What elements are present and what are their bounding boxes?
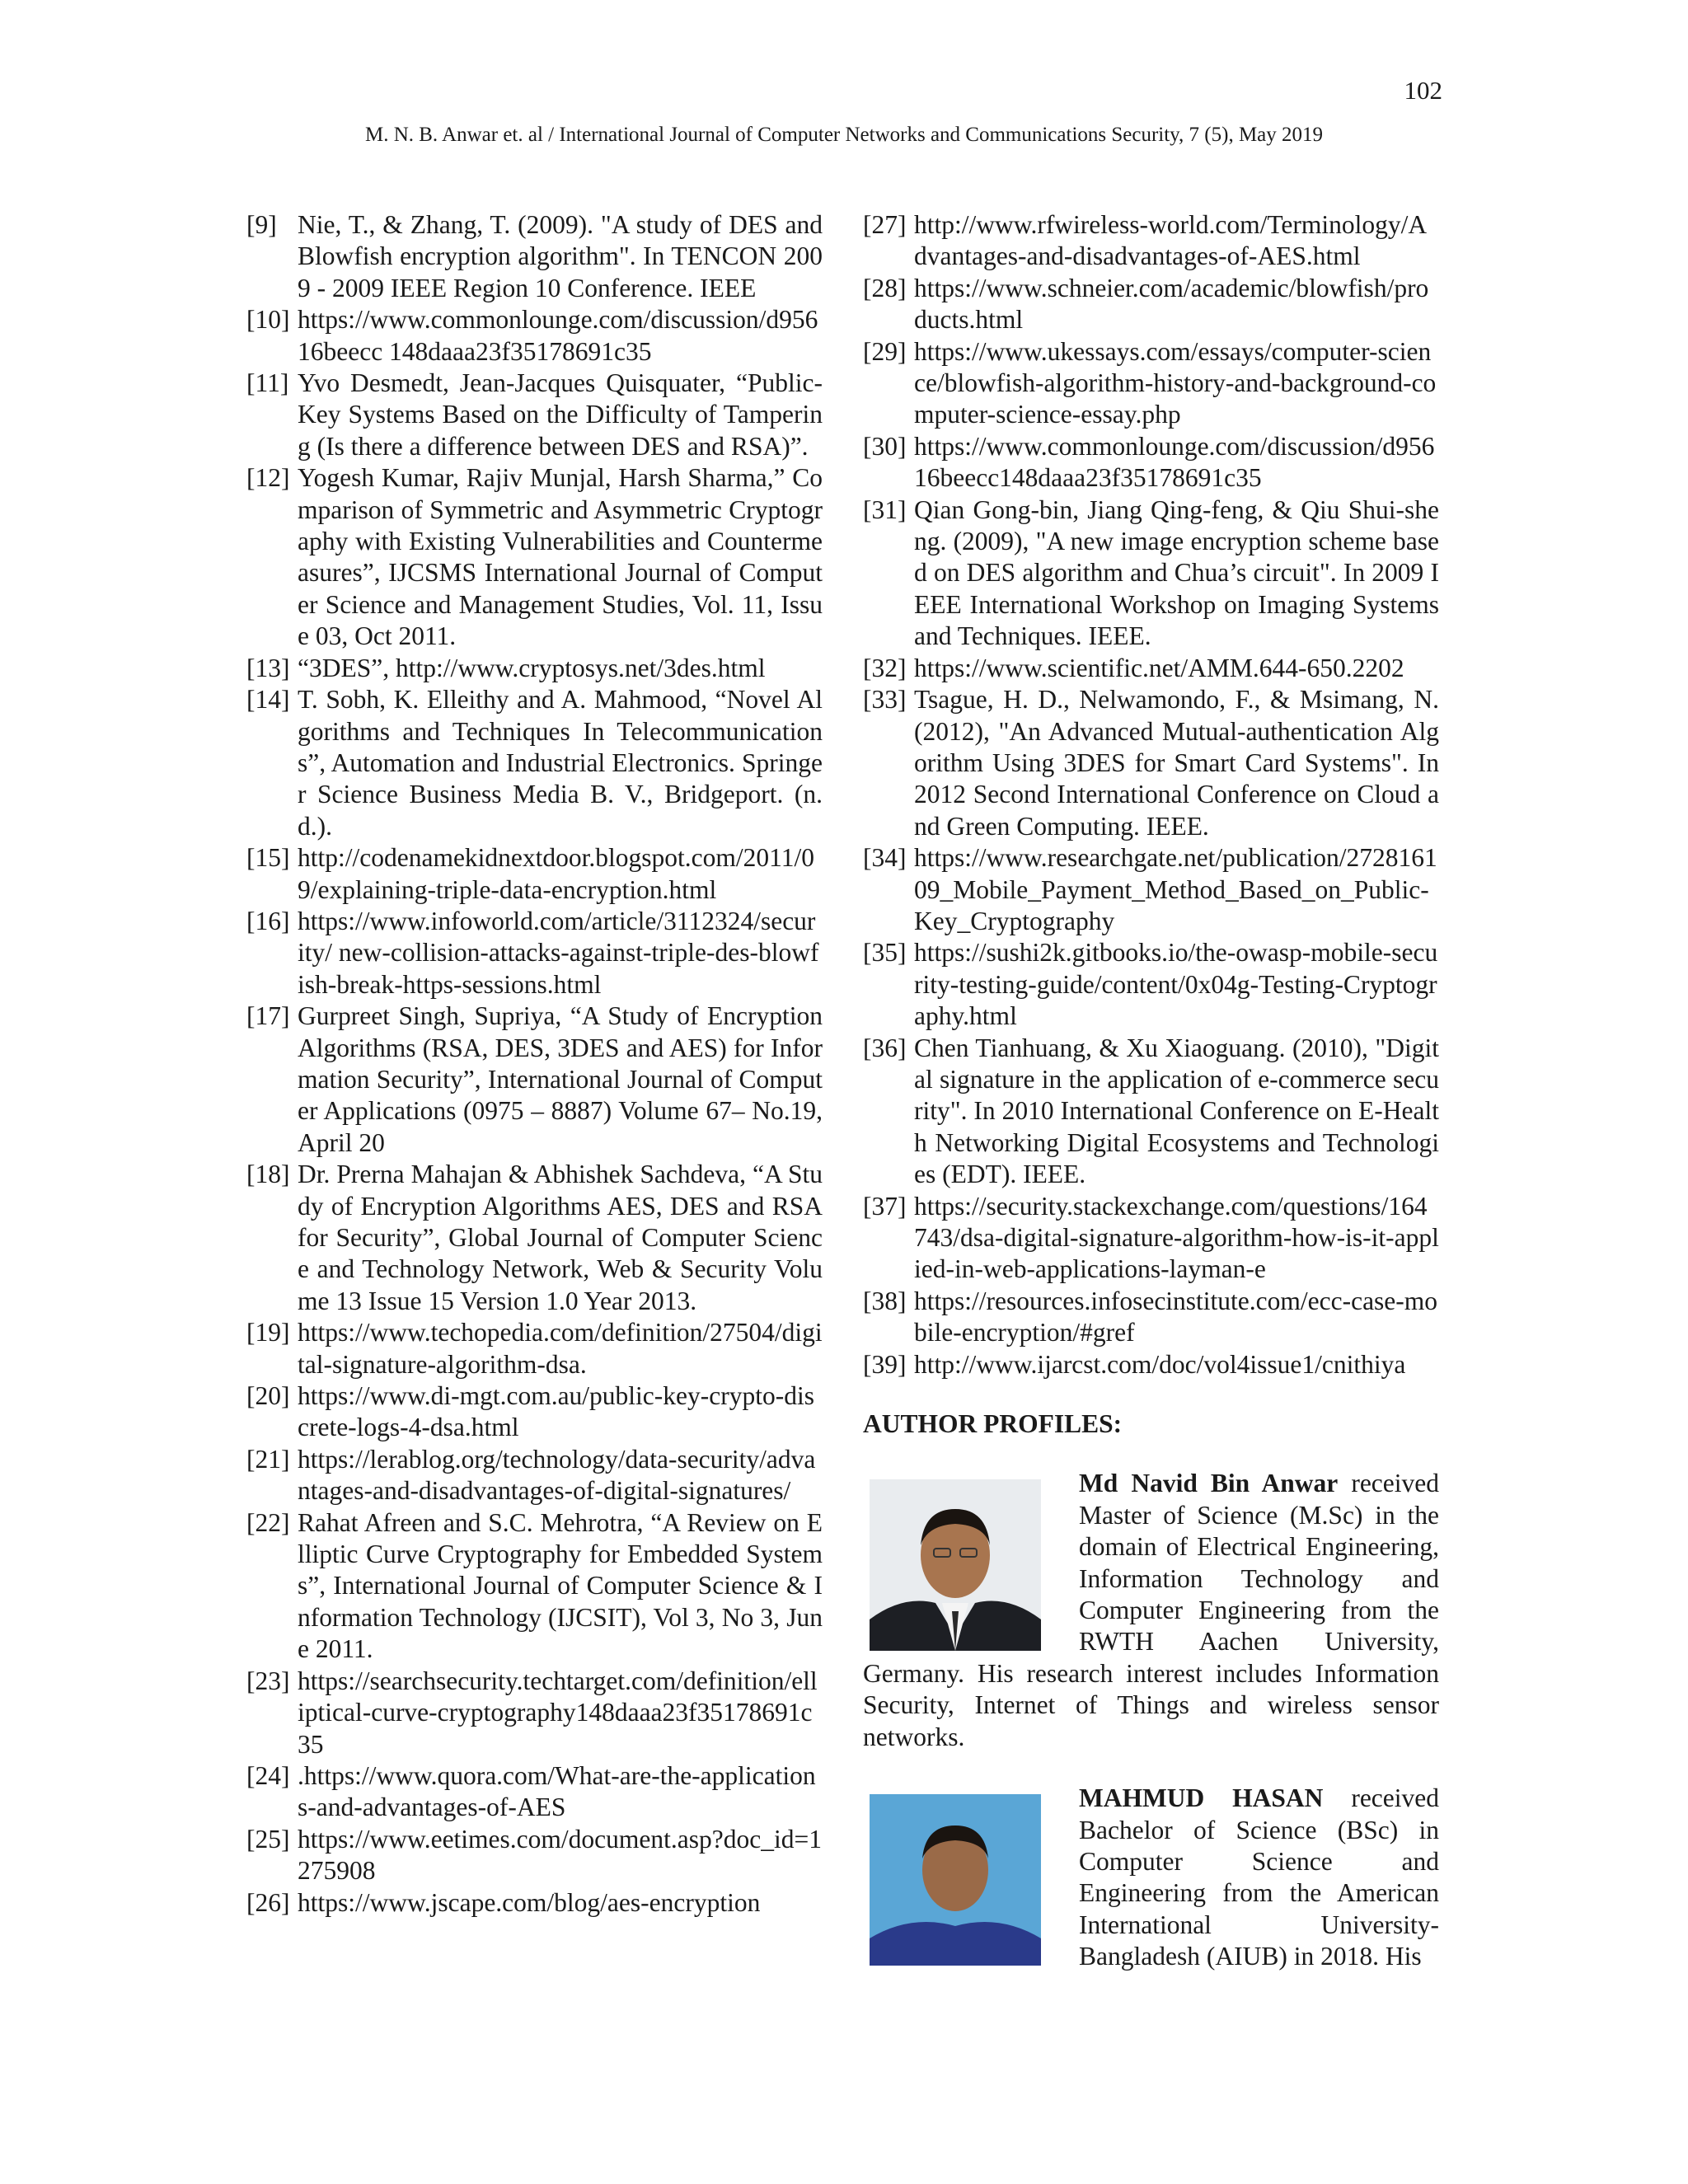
reference-text[interactable]: https://www.infoworld.com/article/3112324/security/ new-collision-attacks-against-triple-des-blowfish-break-https-sessions.html — [298, 906, 819, 999]
reference-number: [39] — [863, 1349, 907, 1379]
reference-text[interactable]: https://www.di-mgt.com.au/public-key-crypto-discrete-logs-4-dsa.html — [298, 1381, 814, 1442]
reference-number: [18] — [246, 1160, 290, 1189]
reference-number: [25] — [246, 1824, 290, 1854]
author-photo — [870, 1794, 1041, 1966]
reference-entry — [863, 273, 1439, 336]
reference-text[interactable]: https://searchsecurity.techtarget.com/definition/elliptical-curve-cryptography148daaa23f35178691c35 — [298, 1666, 818, 1759]
reference-text[interactable]: http://www.ijarcst.com/doc/vol4issue1/cnithiya — [914, 1349, 1406, 1379]
reference-number: [34] — [863, 843, 907, 873]
reference-entry — [246, 1666, 823, 1760]
reference-entry — [863, 336, 1439, 431]
reference-text: Dr. Prerna Mahajan & Abhishek Sachdeva, “A Study of Encryption Algorithms AES, DES and RSA for Security”, Global Journal of Computer Science and Technology Network, Web & Security Volume 13 Issue 15 Version 1.0 Year 2013. — [298, 1160, 823, 1315]
reference-text[interactable]: https://lerablog.org/technology/data-security/advantages-and-disadvantages-of-digital-signatures/ — [298, 1444, 816, 1506]
reference-number: [27] — [863, 210, 907, 239]
reference-text[interactable]: https://www.jscape.com/blog/aes-encryption — [298, 1887, 761, 1917]
reference-entry — [863, 431, 1439, 494]
reference-text[interactable]: .https://www.quora.com/What-are-the-applications-and-advantages-of-AES — [298, 1760, 816, 1822]
reference-number: [30] — [863, 431, 907, 461]
reference-text[interactable]: https://www.schneier.com/academic/blowfish/products.html — [914, 273, 1429, 335]
reference-entry — [246, 1444, 823, 1507]
reference-number: [29] — [863, 336, 907, 366]
reference-entry — [246, 653, 823, 684]
reference-entry — [246, 462, 823, 652]
reference-text: Gurpreet Singh, Supriya, “A Study of Encryption Algorithms (RSA, DES, 3DES and AES) for Information Security”, International Journal of Computer Applications (0975 – 8887) Volume 67– No.19, April 20 — [298, 1001, 823, 1157]
reference-entry — [863, 494, 1439, 653]
reference-text[interactable]: https://www.scientific.net/AMM.644-650.2202 — [914, 653, 1404, 682]
reference-entry — [246, 1159, 823, 1317]
reference-text: Yogesh Kumar, Rajiv Munjal, Harsh Sharma,” Comparison of Symmetric and Asymmetric Cryptography with Existing Vulnerabilities and Countermeasures”, IJCSMS International Journal of Computer Science and Management Studies, Vol. 11, Issue 03, Oct 2011. — [298, 463, 823, 651]
reference-text[interactable]: https://security.stackexchange.com/questions/164743/dsa-digital-signature-algorithm-how-is-it-applied-in-web-applications-layman-e — [914, 1191, 1439, 1284]
reference-text[interactable]: http://www.rfwireless-world.com/Terminology/Advantages-and-disadvantages-of-AES.html — [914, 210, 1428, 271]
reference-entry — [246, 1001, 823, 1159]
running-header: M. N. B. Anwar et. al / International Journal of Computer Networks and Communications Security, 7 (5), May 2019 — [364, 124, 1324, 146]
reference-entry — [246, 684, 823, 842]
reference-text[interactable]: https://www.ukessays.com/essays/computer-science/blowfish-algorithm-history-and-background-computer-science-essay.php — [914, 336, 1437, 429]
reference-text: Rahat Afreen and S.C. Mehrotra, “A Review on Elliptic Curve Cryptography for Embedded Systems”, International Journal of Computer Science & Information Technology (IJCSIT), Vol 3, No 3, June 2011. — [298, 1507, 823, 1664]
reference-number: [14] — [246, 685, 290, 715]
author-name: MAHMUD HASAN — [1079, 1783, 1324, 1813]
reference-number: [28] — [863, 273, 907, 302]
reference-entry — [863, 842, 1439, 937]
reference-entry — [246, 1317, 823, 1380]
reference-number: [37] — [863, 1191, 907, 1221]
author-profiles-heading: AUTHOR PROFILES: — [863, 1409, 1123, 1439]
reference-entry — [246, 368, 823, 462]
reference-entry — [246, 209, 823, 304]
reference-entry — [246, 1380, 823, 1444]
author-portrait-icon — [870, 1794, 1041, 1966]
reference-entry — [863, 209, 1439, 273]
author-name: Md Navid Bin Anwar — [1079, 1469, 1339, 1498]
references-left-column — [246, 209, 823, 1919]
reference-number: [12] — [246, 463, 290, 493]
references-right-column — [863, 209, 1439, 2003]
reference-number: [21] — [246, 1444, 290, 1474]
reference-entry — [246, 1887, 823, 1919]
reference-number: [15] — [246, 843, 290, 873]
reference-number: [33] — [863, 685, 907, 715]
reference-entry — [246, 906, 823, 1001]
reference-text[interactable]: https://www.eetimes.com/document.asp?doc_id=1275908 — [298, 1824, 822, 1886]
reference-text: Tsague, H. D., Nelwamondo, F., & Msimang, N. (2012), "An Advanced Mutual-authentication Algorithm Using 3DES for Smart Card Systems". In 2012 Second International Conference on Cloud and Green Computing. IEEE. — [914, 685, 1439, 841]
reference-text[interactable]: https://www.commonlounge.com/discussion/d95616beecc148daaa23f35178691c35 — [914, 431, 1435, 493]
author-bio-text: received Bachelor of Science (BSc) in Computer Science and Engineering from the American International University-Bangladesh (AIUB) in 2018. His — [1079, 1783, 1439, 1971]
reference-entry — [246, 304, 823, 368]
reference-number: [11] — [246, 368, 289, 398]
reference-entry — [246, 1507, 823, 1666]
reference-number: [9] — [246, 210, 277, 239]
reference-text: “3DES”, http://www.cryptosys.net/3des.html — [298, 653, 766, 682]
reference-number: [10] — [246, 305, 290, 335]
page-number: 102 — [1404, 76, 1442, 105]
author-bio-text: received Master of Science (M.Sc) in the domain of Electrical Engineering, Information Technology and Computer Engineering from the RWTH Aachen University, Germany. His research interest includes Information Security, Internet of Things and wireless sensor networks. — [863, 1469, 1439, 1751]
author-profile — [863, 1783, 1439, 1972]
reference-number: [31] — [863, 494, 907, 524]
reference-text[interactable]: https://www.researchgate.net/publication/272816109_Mobile_Payment_Method_Based_on_Public-Key_Cryptography — [914, 843, 1437, 935]
reference-number: [23] — [246, 1666, 290, 1695]
reference-entry — [863, 1033, 1439, 1191]
reference-entry — [246, 842, 823, 906]
reference-text[interactable]: https://www.commonlounge.com/discussion/d95616beecc 148daaa23f35178691c35 — [298, 305, 818, 366]
reference-entry — [863, 937, 1439, 1032]
reference-number: [20] — [246, 1381, 290, 1411]
reference-text: Yvo Desmedt, Jean-Jacques Quisquater, “Public-Key Systems Based on the Difficulty of Tampering (Is there a difference between DES and RSA)”. — [298, 368, 823, 461]
reference-text: Qian Gong-bin, Jiang Qing-feng, & Qiu Shui-sheng. (2009), "A new image encryption scheme based on DES algorithm and Chua’s circuit". In 2009 IEEE International Workshop on Imaging Systems and Techniques. IEEE. — [914, 494, 1439, 651]
reference-number: [32] — [863, 653, 907, 682]
reference-entry — [246, 1824, 823, 1887]
reference-number: [22] — [246, 1507, 290, 1537]
reference-number: [17] — [246, 1001, 290, 1031]
reference-text: T. Sobh, K. Elleithy and A. Mahmood, “Novel Algorithms and Techniques In Telecommunications”, Automation and Industrial Electronics. Springer Science Business Media B. V., Bridgeport. (n.d.). — [298, 685, 823, 841]
reference-text: Nie, T., & Zhang, T. (2009). "A study of DES and Blowfish encryption algorithm". In TENCON 2009 - 2009 IEEE Region 10 Conference. IEEE — [298, 210, 823, 302]
reference-entry — [863, 1191, 1439, 1286]
reference-number: [36] — [863, 1033, 907, 1062]
reference-text[interactable]: https://resources.infosecinstitute.com/ecc-case-mobile-encryption/#gref — [914, 1286, 1438, 1347]
reference-text[interactable]: http://codenamekidnextdoor.blogspot.com/2011/09/explaining-triple-data-encryption.html — [298, 843, 815, 904]
reference-number: [19] — [246, 1318, 290, 1347]
reference-entry — [863, 684, 1439, 842]
reference-entry — [863, 653, 1439, 684]
reference-text: Chen Tianhuang, & Xu Xiaoguang. (2010), "Digital signature in the application of e-commerce security". In 2010 International Conference on E-Health Networking Digital Ecosystems and Technologies (EDT). IEEE. — [914, 1033, 1439, 1189]
reference-number: [13] — [246, 653, 290, 682]
reference-entry — [246, 1760, 823, 1824]
reference-number: [24] — [246, 1760, 290, 1790]
reference-text[interactable]: https://sushi2k.gitbooks.io/the-owasp-mobile-security-testing-guide/content/0x04g-Testing-Cryptography.html — [914, 938, 1438, 1031]
author-photo — [870, 1479, 1041, 1651]
reference-number: [16] — [246, 906, 290, 935]
reference-number: [38] — [863, 1286, 907, 1315]
reference-text[interactable]: https://www.techopedia.com/definition/27504/digital-signature-algorithm-dsa. — [298, 1318, 823, 1379]
author-portrait-icon — [870, 1479, 1041, 1651]
reference-number: [26] — [246, 1887, 290, 1917]
reference-number: [35] — [863, 938, 907, 968]
author-profile — [863, 1468, 1439, 1753]
reference-entry — [863, 1349, 1439, 1380]
reference-entry — [863, 1286, 1439, 1349]
